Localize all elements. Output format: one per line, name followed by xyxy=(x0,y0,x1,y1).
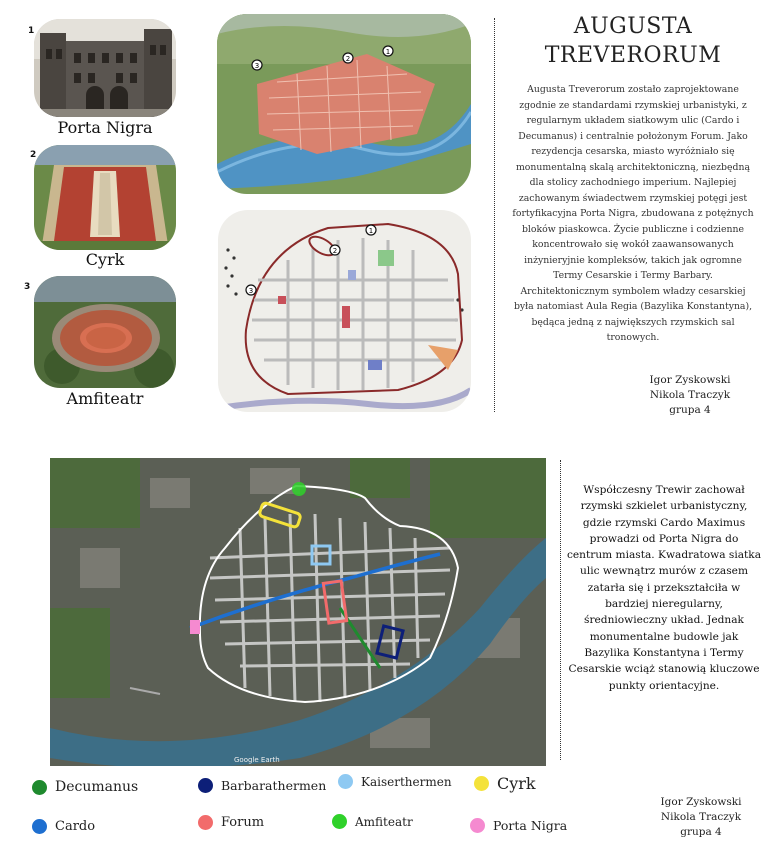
plan-marker-3: 3 xyxy=(248,287,254,295)
aerial-marker-1: 1 xyxy=(385,48,391,56)
title-line-2: TREVERORUM xyxy=(544,43,722,68)
legend-amfiteatr-label: Amfiteatr xyxy=(355,814,413,829)
legend-porta-nigra xyxy=(470,818,567,833)
circus-photo xyxy=(34,145,176,250)
porta-nigra-photo xyxy=(34,19,176,117)
legend-forum-swatch xyxy=(198,815,213,830)
bottom-divider xyxy=(560,460,561,760)
author-2-bottom: Nikola Traczyk xyxy=(660,811,742,823)
thumbnail-number-3: 3 xyxy=(24,282,31,292)
legend-amfiteatr-swatch xyxy=(332,814,347,829)
legend-kaiserthermen xyxy=(338,774,452,789)
thumbnail-number-1: 1 xyxy=(28,26,35,36)
group-bottom: grupa 4 xyxy=(680,826,722,838)
ancient-city-plan-map xyxy=(218,210,471,412)
amphitheatre-caption: Amfiteatr xyxy=(66,389,144,408)
group-top: grupa 4 xyxy=(669,404,711,416)
legend-cardo-swatch xyxy=(32,819,47,834)
legend-barbarathermen-swatch xyxy=(198,778,213,793)
porta-nigra-caption: Porta Nigra xyxy=(57,118,153,137)
history-description: Augusta Treverorum zostało zaprojektowane zgodnie ze standardami rzymskiej urbanistyki, z regularnym układem siatkowym ulic (Cardo i Decumanus) i centralnie położonym Forum. Jako rezydencja cesarska, miasto wyróżniało się monumentalną skalą architektoniczną, niezbędną dla stolicy zachodniego imperium. Najlepiej zachowanym świadectwem rzymskiej potęgi jest fortyfikacyjna Porta Nigra, zbudowana z potężnych bloków piaskowca. Życie publiczne i codzienne koncentrowało się wokół zaawansowanych inżynieryjnie kompleksów, takich jak ogromne Termy Cesarskie i Termy Barbary. Architektonicznym symbolem władzy cesarskiej była natomiast Aula Regia (Bazylika Konstantyna), będąca jedną z największych rzymskich sal tronowych. xyxy=(512,84,754,343)
aerial-marker-2: 2 xyxy=(345,55,351,63)
plan-marker-1: 1 xyxy=(368,227,374,235)
legend-kaiserthermen-label: Kaiserthermen xyxy=(361,774,452,789)
legend-cardo-label: Cardo xyxy=(55,819,96,834)
google-earth-watermark: Google Earth xyxy=(234,756,280,764)
author-1-bottom: Igor Zyskowski xyxy=(660,796,742,808)
authors-top xyxy=(630,373,750,418)
top-divider xyxy=(494,18,495,412)
legend-barbarathermen-label: Barbarathermen xyxy=(221,778,327,793)
plan-marker-2: 2 xyxy=(332,247,338,255)
authors-bottom xyxy=(641,795,761,840)
amphitheatre-photo xyxy=(34,276,176,388)
legend-forum-label: Forum xyxy=(221,815,265,830)
author-1-top: Igor Zyskowski xyxy=(649,374,731,386)
thumbnail-number-2: 2 xyxy=(30,150,37,160)
legend-barbarathermen xyxy=(198,778,326,793)
legend-decumanus-label: Decumanus xyxy=(55,779,139,795)
modern-satellite-map xyxy=(50,458,546,766)
legend-amfiteatr xyxy=(332,814,413,829)
legend-decumanus-swatch xyxy=(32,780,47,795)
legend-cyrk xyxy=(474,774,536,793)
page-title xyxy=(508,12,758,70)
modern-city-description: Współczesny Trewir zachował rzymski szkielet urbanistyczny, gdzie rzymski Cardo Maximus prowadzi od Porta Nigra do centrum miasta. Kwadratowa siatka ulic wewnątrz murów z czasem zatarła się i przekształciła w bardziej nieregularny, średniowieczny układ. Jednak monumentalne budowle jak Bazylika Konstantyna i Termy Cesarskie wciąż stanowią kluczowe punkty orientacyjne. xyxy=(566,484,762,692)
legend-porta-nigra-label: Porta Nigra xyxy=(493,818,568,833)
author-2-top: Nikola Traczyk xyxy=(649,389,731,401)
legend-forum xyxy=(198,815,264,830)
circus-caption: Cyrk xyxy=(85,250,125,269)
legend-porta-nigra-swatch xyxy=(470,818,485,833)
legend-decumanus xyxy=(32,779,138,795)
legend-cyrk-label: Cyrk xyxy=(497,774,536,793)
legend-kaiserthermen-swatch xyxy=(338,774,353,789)
aerial-marker-3: 3 xyxy=(254,62,260,70)
title-line-1: AUGUSTA xyxy=(573,14,693,39)
ancient-city-aerial-painting xyxy=(217,14,471,194)
legend-cardo xyxy=(32,819,95,834)
legend-cyrk-swatch xyxy=(474,776,489,791)
